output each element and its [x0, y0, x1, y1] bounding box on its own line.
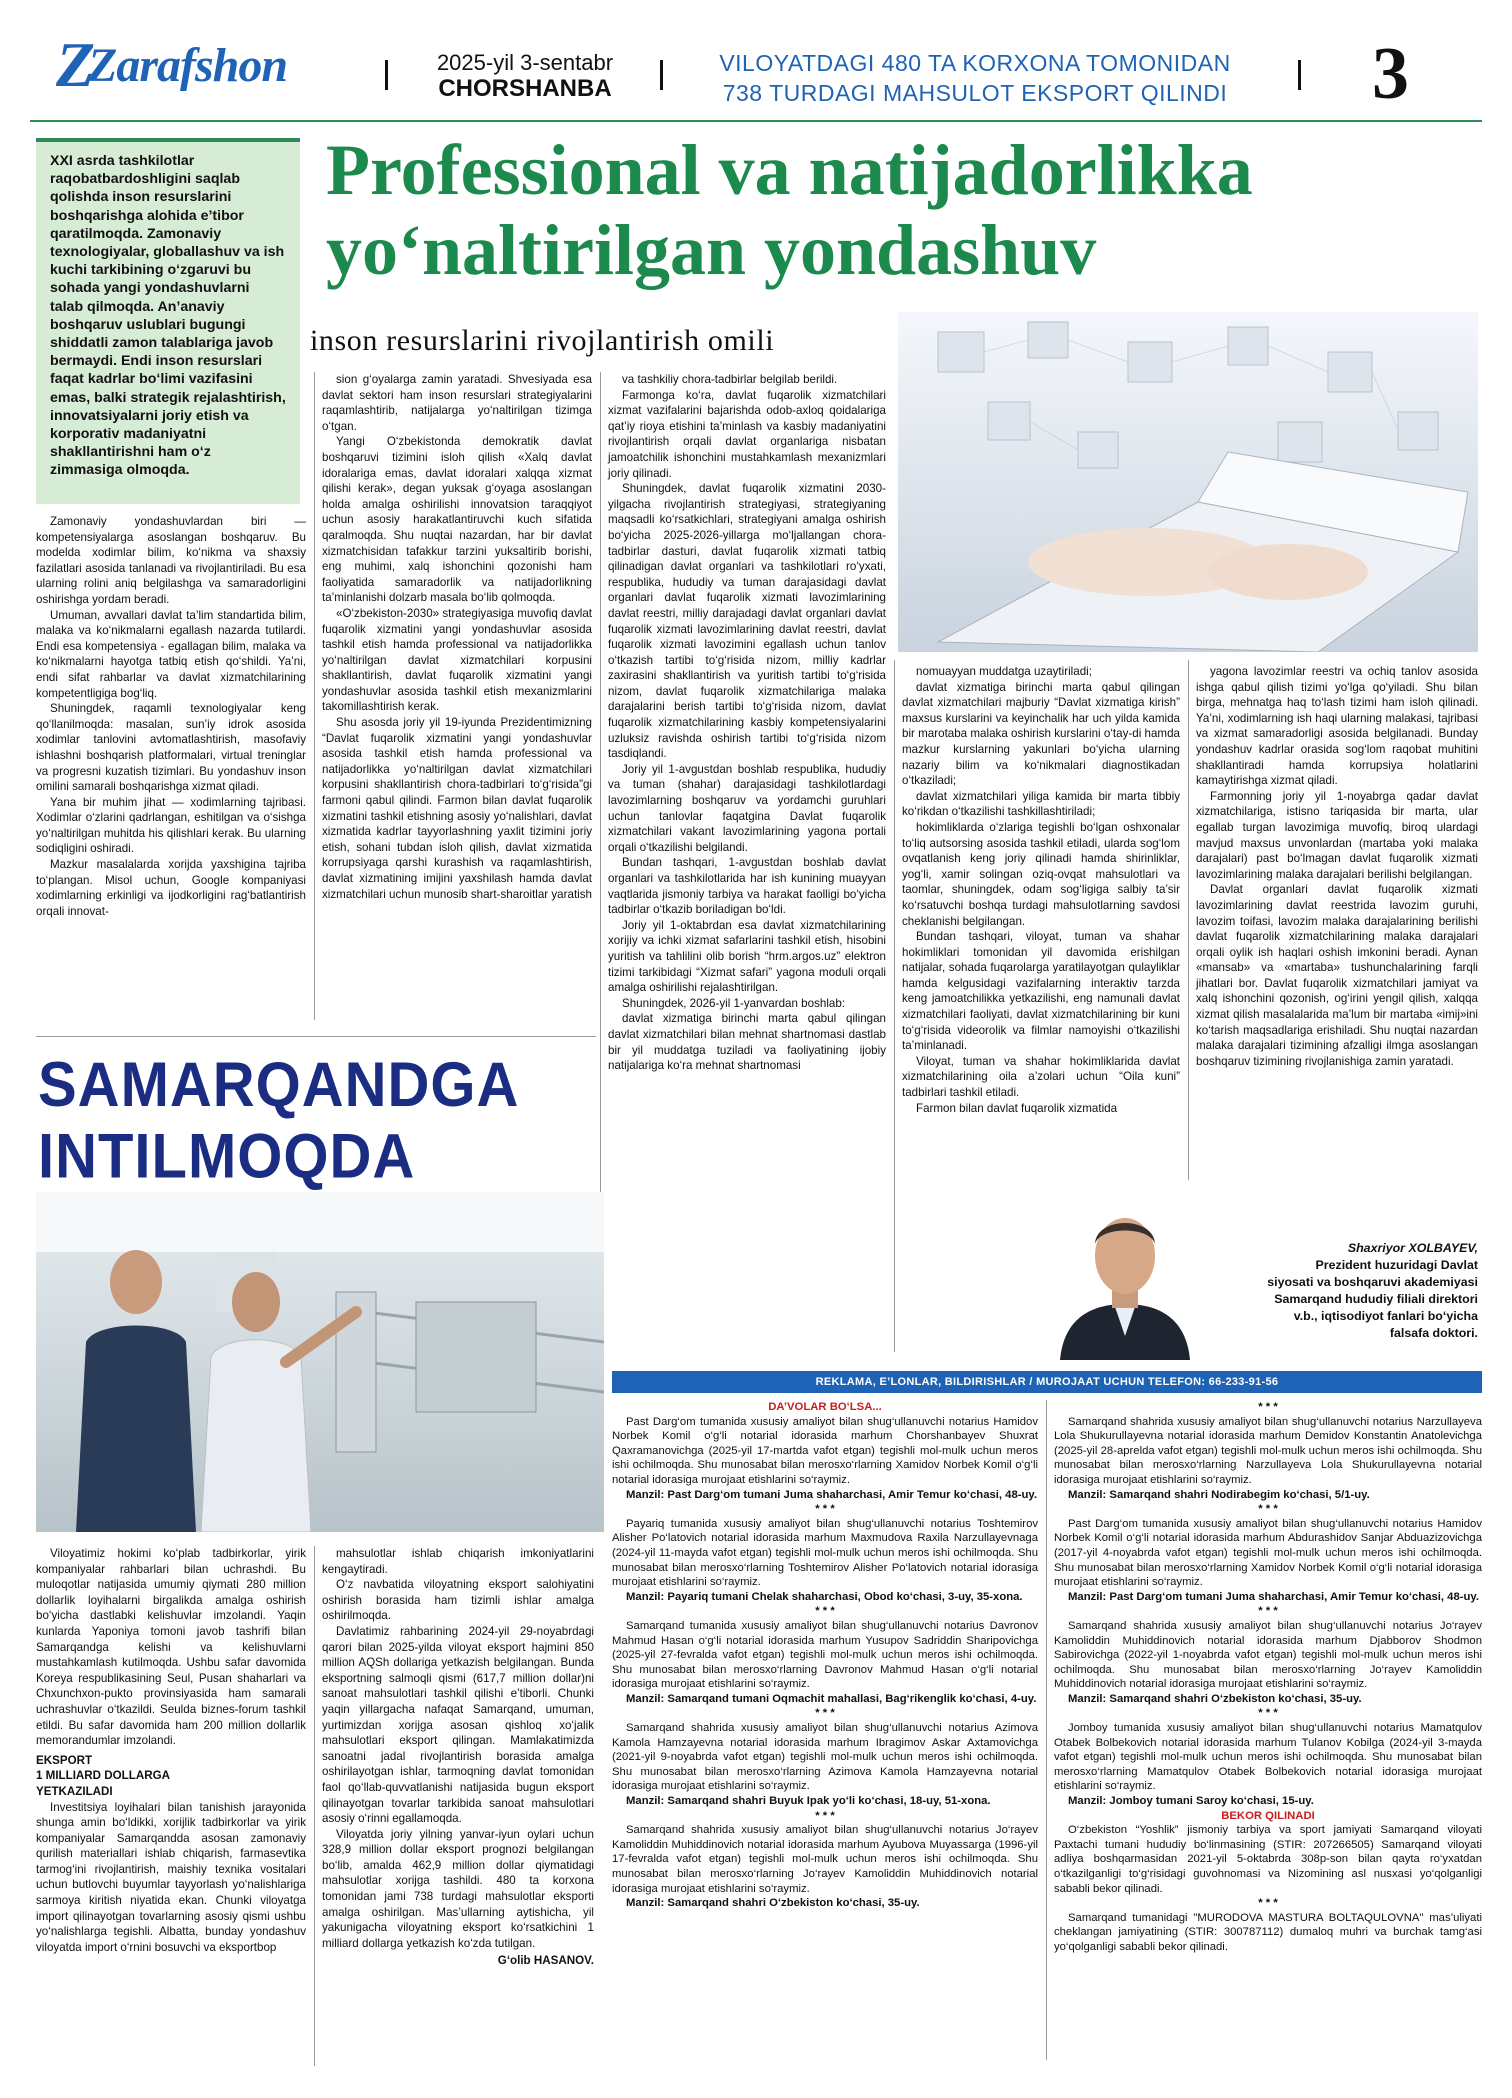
page-number: 3 — [1372, 33, 1409, 115]
notice-separator: * * * — [1258, 1503, 1278, 1516]
notice-separator: * * * — [1258, 1605, 1278, 1618]
paragraph: Joriy yil 1-oktabrdan esa davlat xizmatchilarining xorijiy va ichki xizmat safarlarini tashkil etish, hisobini yuritish va tahlilini olib borish “hrm.argos.uz” elektron tizimi tarkibidagi “Xizmat safari” yagona moduli orqali amalga oshirilishi rejalashtirilgan. — [608, 918, 886, 995]
notice-separator: * * * — [815, 1707, 835, 1720]
notice-text: Jomboy tumanida xususiy amaliyot bilan shug‘ullanuvchi notarius Mamatqulov Otabek Bolbekovich notarial idorasida marhum Tulanov Kobilga (2024-yil 3-mayda vafot etgan) tegishli mol-mulk uchun meros ishi ochilmoqda. Shu munosabat bilan merosxo‘rlarning Mamatqulov Otabek Bolbekovich notarial idorasiga murojaat etishlarini so‘raymiz. — [1054, 1722, 1482, 1793]
article-lead-box: XXI asrda tashkilotlar raqobatbardoshligini saqlab qolishda inson resurslarini boshqarishga alohida e’tibor qaratilmoqda. Zamonaviy texnologiyalar, globallashuv va ish kuchi tarkibining o‘zgaruvi bu sohada yangi yondashuvlarni talab qilmoqda. An’anaviy boshqaruv uslublari bugungi shiddatli zamon talablariga javob bermaydi. Endi inson resurslari faqat kadrlar bo‘limi vazifasini emas, balki strategik rejalashtirish, innovatsiyalarni joriy etish va korporativ madaniyatni shakllantirishni ham o‘z zimmasiga olmoqda. — [36, 138, 300, 504]
notice-address: Manzil: Past Darg‘om tumani Juma shaharchasi, Amir Temur ko‘chasi, 48-uy. — [626, 1488, 1037, 1501]
notice-text: Past Darg‘om tumanida xususiy amaliyot bilan shug‘ullanuvchi notarius Hamidov Norbek Komil o‘g‘li notarial idorasida marhum Abdurashidov Sanjar Abduazizovichga (2017-yil 4-noyabrda vafot etgan) tegishli mol-mulk uchun meros ishi ochilmoqda. Shu munosabat bilan merosxo‘rlarning Xamidov Norbek Komil o‘g‘li notarial idorasiga murojaat etishlarini so‘raymiz. — [1054, 1517, 1482, 1589]
ads-heading: BEKOR QILINADI — [1221, 1809, 1315, 1822]
paragraph: va tashkiliy chora-tadbirlar belgilab berildi. — [622, 373, 838, 386]
paragraph: Yana bir muhim jihat — xodimlarning tajribasi. Xodimlar o‘zlarini qadrlangan, eshitilgan va o‘sishga yo‘naltirilgan muhitda his qilishlari kerak. Bu ularning sodiqligini oshiradi. — [36, 795, 306, 856]
paragraph: Davlat organlari davlat fuqarolik xizmati lavozimlarining davlat reestrida lavozim guruhi, lavozim toifasi, lavozim malaka darajalarining berilishi davlat fuqarolik xizmatchilarining malaka darajalari orqali oylik ish haqlari oshish imkonini beradi. Aynan «mansab» va «martaba» tushunchalarining farqli jihatlari bor. Davlat fuqarolik xizmatchilari jamiyat va xalq ishonchini qozonish, og‘irini yengil qilish, xalqqa xizmat qilish masalalarida ma’lum bir martaba «imij»ini ko‘tarish maqsadlariga erishiladi. Shu nuqtai nazardan malaka darajalari tizimining afzalligi ilmga asoslangan boshqaruv tizimining rivojlanishiga zamin yaratadi. — [1196, 883, 1478, 1068]
subheading-line2: 1 MILLIARD DOLLARGA — [36, 1769, 170, 1783]
paragraph: O‘z navbatida viloyatning eksport salohiyatini oshirish borasida ham tizimli ishlar amalga oshirilmoqda. — [322, 1578, 594, 1623]
column-rule — [1188, 660, 1189, 1180]
article2-author: G‘olib HASANOV. — [497, 1954, 594, 1968]
notice-text: Samarqand shahrida xususiy amaliyot bilan shug‘ullanuvchi notarius Jo‘rayev Kamoliddin Muhiddinovich notarial idorasida marhum Djabborov Shodmon Sabirovichga (2022-yil 1-noyabrda vafot etgan) tegishli mol-mulk uchun meros ishi ochilmoqda. Shu munosabat bilan merosxo‘rlarning Jo‘rayev Kamoliddin Muhiddinovich notarial idorasiga murojaat etishlarini so‘raymiz. — [1054, 1619, 1482, 1691]
ads-header-bar: REKLAMA, E’LONLAR, BILDIRISHLAR / MUROJAAT UCHUN TELEFON: 66-233-91-56 — [612, 1371, 1482, 1393]
article-column-3 — [608, 372, 886, 1074]
paragraph: davlat xizmatiga birinchi marta qabul qilingan davlat xizmatchilari majburiy “Davlat xizmatiga kirish” maxsus kurslarini va keyinchalik har uch yilda kamida bir marotaba malaka oshirish kurslarini o‘tay-di hamda mazkur kurslarning yakunlari bo‘yicha ularning nazariy bilim va ko‘nikmalari diagnostikadan o‘tkaziladi; — [902, 680, 1180, 788]
article2-title-line1: SAMARQANDGA — [38, 1050, 520, 1121]
newspaper-logo — [50, 29, 320, 132]
notice-text: O‘zbekiston “Yoshlik” jismoniy tarbiya va sport jamiyati Samarqand viloyati Paxtachi tumani hududiy bo‘linmasining (STIR: 207266505) Samarqand viloyati adliya boshqarmasidan 2021-yil 5-oktabrda 308p-son bilan qayta ro‘yxatdan o‘tkazilganligi to‘g‘risidagi guvohnomasi va Nizomining asl nusxasi yo‘qolganligi sababli bekor qilinadi. — [1054, 1824, 1482, 1895]
paragraph: Shuningdek, davlat fuqarolik xizmatini 2030-yilgacha rivojlantirish strategiyasi, strategiyaning maqsadli ko‘rsatkichlari, strategiyani amalga oshirish bo‘yicha 2025-2026-yillarga mo‘ljallangan chora-tadbirlar dasturi, davlat fuqarolik xizmati tatbiq qilinadigan davlat organlari va tashkilotlari ro‘yxati, respublika, hududiy va tuman darajasidagi davlat organlari davlat fuqarolik xizmati lavozimlarining davlat reestri, milliy darajadagi davlat organlari davlat fuqarolik xizmati lavozimlarining davlat reestri, davlat fuqarolik xizmati lavozimini egallash uchun tanlov o‘tkazish tartibi to‘g‘risida nizom, milliy kadrlar zaxirasini shakllantirish va yuritish tartibi to‘g‘risida nizom, davlat fuqarolik xizmatchilariga malaka darajalarini berish tartibi to‘g‘risida nizom, davlat fuqarolik xizmatchilarining kasbiy kompetensiyalarini uzluksiz ravishda oshirish tartibi to‘g‘risida nizom tasdiqlandi. — [608, 482, 886, 761]
notice-address: Manzil: Jomboy tumani Saroy ko‘chasi, 15-uy. — [1068, 1795, 1314, 1808]
author-title-line: Prezident huzuridagi Davlat — [1315, 1258, 1478, 1272]
article-column-4 — [902, 664, 1180, 1116]
paragraph: yagona lavozimlar reestri va ochiq tanlov asosida ishga qabul qilish tizimi yo‘lga qo‘yiladi. Shu bilan birga, mehnatga haq to‘lash tizimi ham isloh qilinadi. Ya’ni, xodimlarning ish haqi ularning malakasi, tajribasi va xizmat samaradorligi asosida belgilanadi. Bunday yondashuv kadrlar orasida sog‘lom raqobat muhitini shakllantiradi hamda korrupsiya holatlarini kamaytirishga xizmat qiladi. — [1196, 665, 1478, 788]
paragraph: sion g‘oyalarga zamin yaratadi. Shvesiyada esa davlat sektori ham inson resurslari strategiyalarini raqamlashtirib, natijalarga yo‘naltirilgan tizimga o‘tgan. — [322, 373, 592, 433]
article2-title — [38, 1050, 519, 1193]
paragraph: davlat xizmatiga birinchi marta qabul qilingan davlat xizmatchilari bilan mehnat shartnomasi dastlab bir yil muddatga tuziladi va faoliyatining ijobiy natijalariga ko‘ra mehnat shartnomasi — [608, 1012, 886, 1073]
notice-address: Manzil: Samarqand shahri O‘zbekiston ko‘chasi, 35-uy. — [626, 1897, 920, 1910]
header-divider — [385, 60, 388, 90]
article2-subheading — [36, 1753, 306, 1800]
article-title-line1: Professional va natijadorlikka — [326, 130, 1253, 210]
notice-text: Past Darg‘om tumanida xususiy amaliyot bilan shug‘ullanuvchi notarius Hamidov Norbek Komil o‘g‘li notarial idorasida marhum Chorshanbayev Shuxrat Qaxramanovichga (2025-yil 17-martda vafot etgan) tegishli mol-mulk uchun meros ishi ochilmoqda. Shu munosabat bilan merosxo‘rlarning Xamidov Norbek Komil o‘g‘li notarial idorasiga murojaat etishlarini so‘raymiz. — [612, 1415, 1038, 1486]
paragraph: Farmonga ko‘ra, davlat fuqarolik xizmatchilari xizmat vazifalarini bajarishda odob-axloq qoidalariga qat’iy rioya etishini ta’minlash va kasbiy madaniyatini rivojlantirish orqali davlat organlariga nisbatan jamoatchilik ishonchini mustahkamlash mexanizmlari joriy qilinadi. — [608, 388, 886, 480]
notice-separator: * * * — [1258, 1401, 1278, 1413]
article-title — [326, 130, 1496, 290]
article-column-2 — [322, 372, 592, 902]
article2-column-2 — [322, 1546, 594, 1969]
notice-address: Manzil: Samarqand tumani Oqmachit mahallasi, Bag‘rikenglik ko‘chasi, 4-uy. — [626, 1692, 1037, 1705]
issue-day: CHORSHANBA — [438, 75, 612, 102]
header-rule — [30, 120, 1482, 122]
paragraph: Viloyat, tuman va shahar hokimliklarida davlat xizmatchilarining oila a’zolari uchun “Oila kuni” tadbirlari tashkil etiladi. — [902, 1054, 1180, 1100]
section-rule — [36, 1036, 596, 1037]
paragraph: Mazkur masalalarda xorijda yaxshigina tajriba to‘plangan. Misol uchun, Google kompaniyasi xodimlarning erkinligi va ijodkorligini rag‘batlantirish orqali innovat- — [36, 858, 306, 918]
notice-text: Samarqand shahrida xususiy amaliyot bilan shug‘ullanuvchi notarius Narzullayeva Lola Shukurullayevna notarial idorasida marhum Demidov Konstantin Anatolevichga (2025-yil 28-aprelda vafot etgan) tegishli mol-mulk uchun meros ishi ochilmoqda. Shu munosabat bilan merosxo‘rlarning Narzullayeva Lola Shukurullayevna notarial idorasiga murojaat etishlarini so‘raymiz. — [1054, 1415, 1482, 1486]
author-title-line: falsafa doktori. — [1389, 1326, 1478, 1340]
paragraph: Yangi O‘zbekistonda demokratik davlat boshqaruvi tizimini isloh qilish «Xalq davlat idoralariga emas, davlat idoralari xalqqa xizmat qilishi kerak», degan yuksak g‘oyaga asoslangan holda amalga oshirilishi innovatsion taraqqiyot uchun asosiy harakatlantiruvchi kuch sifatida qaralmoqda. Shu nuqtai nazardan, har bir davlat xizmatchisidan tafakkur tarzini yuksaltirib borishi, eng muhimi, xalq ishonchini qozonishi ham faoliyatida samaradorlik va natijadorlikning ta’minlanishi dolzarb masala bo‘lib qolmoqda. — [322, 435, 592, 605]
logo-text: Zarafshon — [88, 39, 288, 92]
paragraph: Farmonning joriy yil 1-noyabrga qadar davlat xizmatchilariga, istisno tariqasida bir marta, ular egallab turgan lavozimiga muvofiq, biroq ulardagi mavjud maxsus unvonlardan (martaba yoki malaka darajalari) past bo‘lmagan davlat fuqarolik xizmati lavozimlarining malaka darajalari berilishi belgilangan. — [1196, 789, 1478, 881]
author-title-line: v.b., iqtisodiyot fanlari bo‘yicha — [1293, 1309, 1478, 1323]
logo-z-mark: Z — [56, 29, 96, 100]
paragraph: Joriy yil 1-avgustdan boshlab respublika, hududiy va tuman (shahar) darajasidagi tashkilotlardagi lavozimlarning boshqaruv va yordamchi guruhlari uchun tanlovlar faqatgina Davlat fuqarolik xizmatchilari vakant lavozimlarining yagona portali orqali o‘tkazilishi belgilandi. — [608, 762, 886, 854]
notice-address: Manzil: Samarqand shahri O‘zbekiston ko‘chasi, 35-uy. — [1068, 1692, 1362, 1705]
notice-separator: * * * — [1258, 1897, 1278, 1910]
article2-column-1 — [36, 1546, 306, 1955]
author-name: Shaxriyor XOLBAYEV, — [1347, 1241, 1478, 1255]
issue-date: 2025-yil 3-sentabr — [436, 50, 614, 75]
paragraph: Viloyatimiz hokimi ko‘plab tadbirkorlar, yirik kompaniyalar rahbarlari bilan uchrashdi. Bu muloqotlar natijasida umumiy qiymati 280 million dollarlik loyihalarni birgalikda amalga oshirish bo‘yicha dastlabki kelishuvlar imzolandi. Yaqin kunlarda Yaponiya tomoni javob tashrifi bilan Samarqandga kelishi va kelishuvlarni mustahkamlash kutilmoqda. Ushbu safar davomida Koreya respublikasining Seul, Pusan shaharlari va Chxunchxon-pukto provinsiyasida ham samarali uchrashuvlar o‘tkazildi. Seulda biznes-forum tashkil etildi. Bu safar davomida ham 200 million dollarlik memorandumlar imzolandi. — [36, 1547, 306, 1748]
article-title-line2: yo‘naltirilgan yondashuv — [326, 210, 1097, 290]
notice-text: Samarqand tumanida xususiy amaliyot bilan shug‘ullanuvchi notarius Davronov Mahmud Hasan o‘g‘li notarial idorasida marhum Yusupov Sadriddin Sharipovichga (2025-yil 27-fevralda vafot etgan) tegishli mol-mulk uchun meros ishi ochilmoqda. Shu munosabat bilan merosxo‘rlarning Davronov Mahmud Hasan o‘g‘li notarial idorasiga murojaat etishlarini so‘raymiz. — [612, 1619, 1038, 1691]
notice-separator: * * * — [815, 1605, 835, 1618]
notice-address: Manzil: Samarqand shahri Nodirabegim ko‘chasi, 5/1-uy. — [1068, 1488, 1370, 1501]
notice-address: Manzil: Past Darg‘om tumani Juma shaharchasi, Amir Temur ko‘chasi, 48-uy. — [1068, 1590, 1479, 1603]
header-divider — [660, 60, 663, 90]
paragraph: Viloyatda joriy yilning yanvar-iyun oylari uchun 328,9 million dollar eksport prognozi belgilangan bo‘lib, amalda 462,9 million dollar qiymatidagi mahsulotlar xorijga tashildi. 480 ta korxona tomonidan jami 738 turdagi mahsulotlar eksporti amalga oshirilgan. Mas’ullarning aytishicha, yil yakunigacha viloyatning eksport ko‘rsatkichini 1 milliard dollarga yetkazish ko‘zda tutilgan. — [322, 1827, 594, 1950]
notice-text: Payariq tumanida xususiy amaliyot bilan shug‘ullanuvchi notarius Toshtemirov Alisher Po‘latovich notarial idorasida marhum Maxmudova Raxila Narzullayevnaga (2024-yil 11-mayda vafot etgan) tegishli mol-mulk uchun meros ishi ochilmoqda. Shu munosabat bilan merosxo‘rlarning Toshtemirov Alisher Po‘latovich notarial idorasiga murojaat etishlarini so‘raymiz. — [612, 1517, 1038, 1589]
notice-separator: * * * — [1258, 1707, 1278, 1720]
paragraph: Bundan tashqari, 1-avgustdan boshlab davlat organlari va tashkilotlarida har ish kunining muayyan vaqtlarida jismoniy tarbiya va harakat faolligi bo‘yicha tadbirlar o‘tkazib boriladigan bo‘ldi. — [608, 856, 886, 917]
subheading-line1: EKSPORT — [36, 1753, 93, 1767]
column-rule — [314, 372, 315, 1020]
header-headline-line2: 738 TURDAGI MAHSULOT EKSPORT QILINDI — [722, 80, 1228, 106]
notice-address: Manzil: Payariq tumani Chelak shaharchasi, Obod ko‘chasi, 3-uy, 35-xona. — [626, 1590, 1023, 1603]
paragraph: Davlatimiz rahbarining 2024-yil 29-noyabrdagi qarori bilan 2025-yilda viloyat eksport hajmini 850 million AQSh dollariga yetkazish belgilangan. Bunda eksportning salmoqli qismi (617,7 million dollar)ni sanoat mahsulotlari tashkil qilishi e’tiborli. Chunki yaqin yillargacha nafaqat Samarqand, umuman, yurtimizdan xorijga asosan qishloq xo‘jalik mahsulotlari eksport qilingan. Mamlakatimizda sanoatni jadal rivojlantirish borasida amalga oshirilayotgan ishlar, tarmoqning davlat tomonidan faol qo‘llab-quvvatlanishi natijasida bugun eksport qilinayotgan tovarlar tarkibida sanoat mahsulotlari asosiy o‘rinni egallamoqda. — [322, 1624, 594, 1826]
article-subtitle: inson resurslarini rivojlantirish omili — [310, 324, 775, 357]
notice-separator: * * * — [815, 1809, 835, 1822]
issue-date-block — [410, 50, 640, 102]
notice-address: Manzil: Samarqand shahri Buyuk Ipak yo‘li ko‘chasi, 18-uy, 51-xona. — [626, 1795, 991, 1808]
paragraph: Shu asosda joriy yil 19-iyunda Prezidentimizning “Davlat fuqarolik xizmatini yangi yondashuvlar asosida tashkil etish hamda professional va natijadorlikka yo‘naltirilgan davlat xizmatchilari korpusini shakllantirish chora-tadbirlari to‘g‘risida”gi farmoni qabul qilindi. Farmon bilan davlat fuqarolik xizmatini tashkil etishning asosiy yo‘nalishlari, davlat xizmatida kadrlar tayyorlashning yaxlit tizimini joriy etish, sohani tubdan isloh qilish, davlat xizmatida korrupsiyaga qarshi kurashish va raqamlashtirish, davlat xizmatining imijini yaxshilash hamda davlat xizmatchilari uchun munosib shart-sharoitlar yaratish — [322, 716, 592, 901]
header-divider — [1298, 60, 1301, 90]
article-column-1 — [36, 514, 306, 919]
author-title-line: Samarqand hududiy filiali direktori — [1274, 1292, 1478, 1306]
ads-column-left — [612, 1400, 1038, 1911]
article-column-5 — [1196, 664, 1478, 1069]
paragraph: Shuningdek, 2026-yil 1-yanvardan boshlab: — [622, 996, 846, 1010]
paragraph: Zamonaviy yondashuvlardan biri — kompetensiyalarga asoslangan boshqaruv. Bu modelda xodimlar bilim, ko‘nikma va shaxsiy fazilatlari asosida tanlanadi va rivojlantiriladi. Bu esa ularning rolini aniq belgilashga va samaradorligini oshirishga yordam beradi. — [36, 515, 306, 606]
paragraph: «O‘zbekiston-2030» strategiyasiga muvofiq davlat fuqarolik xizmatini yangi yondashuvlar asosida tashkil etish hamda professional va natijadorlikka yo‘naltirilgan davlat xizmatchilari korpusini shakllantirish, davlat fuqarolik xizmatini yangi yondashuvlar asosida tashkil etish mexanizmlarini takomillashtirish kerak. — [322, 606, 592, 714]
paragraph: Bundan tashqari, viloyat, tuman va shahar hokimliklari tomonidan yil davomida erishilgan natijalar, sohada fuqarolarga yaratilayotgan qulayliklar hamda kelgusidagi vazifalarning interaktiv tarzda keng jamoatchilikka yetkazilishi, eng namunali davlat xizmatchilari faoliyati, davlat xizmatchilarining bir kuni to‘g‘risida videorolik va filmlar namoyishi o‘tkazilishi ta’minlanadi. — [902, 930, 1180, 1053]
article2-title-line2: INTILMOQDA — [38, 1121, 416, 1192]
subheading-line3: YETKAZILADI — [36, 1784, 113, 1798]
notice-text: Samarqand shahrida xususiy amaliyot bilan shug‘ullanuvchi notarius Azimova Kamola Hamzayevna notarial idorasida marhum Ibragimov Askar Axtamovichga (2021-yil 9-noyabrda vafot etgan) tegishli mol-mulk uchun meros ishi ochilmoqda. Shu munosabat bilan merosxo‘rlarning Azimova Kamola Hamzayevna notarial idorasiga murojaat etishlarini so‘raymiz. — [612, 1722, 1038, 1793]
paragraph: nomuayyan muddatga uzaytiriladi; — [916, 665, 1092, 678]
column-rule — [894, 660, 895, 1352]
author-portrait — [1054, 1186, 1196, 1360]
notice-separator: * * * — [815, 1503, 835, 1516]
paragraph: Umuman, avvallari davlat ta’lim standartida bilim, malaka va ko‘nikmalarni egallash nazarda tutilardi. Endi esa kompetensiya - egallagan bilim, malaka va ko‘nikmalarni hayotga tatbiq etish qo‘shildi. Ya’ni, endi sifat rahbarlar va davlat xizmatchilarining kompetentligiga bog‘liq. — [36, 608, 306, 700]
paragraph: Investitsiya loyihalari bilan tanishish jarayonida shunga amin bo‘ldikki, xorijlik tadbirkorlar va yirik kompaniyalar Samarqandda asosan zamonaviy qurilish materiallari ishlab chiqarish, farmasevtika tarmog‘ini rivojlantirish, maishiy texnika vositalari uchun butlovchi buyumlar tayyorlash yo‘nalishlariga sarmoya kiritish niyatida ekan. Chunki viloyatga import qilinayotgan tovarlarning asosiy qismi ushbu yo‘nalishlarga tegishli. Albatta, bunday yondashuv viloyatda import o‘rnini bosuvchi va eksportbop — [36, 1800, 306, 1954]
paragraph: Shuningdek, raqamli texnologiyalar keng qo‘llanilmoqda: masalan, sun’iy idrok asosida xodimlar tanlovini avtomatlashtirish, masofaviy ishlashni boshqarish platformalari, virtual treninglar va progresni kuzatish tizimlari. Bu yondashuv inson omilini samarali boshqarishga xizmat qiladi. — [36, 702, 306, 794]
column-rule — [1046, 1400, 1047, 2060]
header-headline-line1: VILOYATDAGI 480 TA KORXONA TOMONIDAN — [719, 50, 1231, 76]
paragraph: mahsulotlar ishlab chiqarish imkoniyatlarini kengaytiradi. — [322, 1547, 594, 1576]
paragraph: hokimliklarda o‘zlariga tegishli bo‘lgan oshxonalar to‘liq autsorsing asosida tashkil etiladi, ularda sog‘lom ovqatlanish keng joriy qilinadi hamda shirinliklar, yog‘li, xamir solingan oziq-ovqat mahsulotlari va taomlar, shuningdek, odam sog‘ligiga salbiy ta’sir ko‘rsatuvchi boshqa turdagi mahsulotlarning savdosi cheklanishi belgilangan. — [902, 820, 1180, 928]
notice-text: Samarqand shahrida xususiy amaliyot bilan shug‘ullanuvchi notarius Jo‘rayev Kamoliddin Muhiddinovich notarial idorasida marhum Ayubova Muyassarga (1996-yil 17-fevralda vafot etgan) tegishli mol-mulk uchun meros ishi ochilmoqda. Shu munosabat bilan merosxo‘rlarning Jo‘rayev Kamoliddin Muhiddinovich notarial idorasiga murojaat etishlarini so‘raymiz. — [612, 1824, 1038, 1895]
laptop-hands-photo — [898, 312, 1478, 652]
author-title-line: siyosati va boshqaruvi akademiyasi — [1267, 1275, 1478, 1289]
header-headline — [680, 48, 1270, 108]
notice-text: Samarqand tumanidagi "MURODOVA MASTURA BOLTAQULOVNA" mas’uliyati cheklangan jamiyatining (STIR: 300787112) dumaloq muhri va burchak tamg‘asi yo‘qolganligi sababli bekor qilinadi. — [1054, 1911, 1482, 1953]
author-signature — [1196, 1240, 1478, 1342]
column-rule — [314, 1546, 315, 2066]
factory-visit-photo — [36, 1192, 604, 1532]
paragraph: davlat xizmatchilari yiliga kamida bir marta tibbiy ko‘rikdan o‘tkazilishi tashkillashtiriladi; — [902, 789, 1180, 819]
ads-column-right — [1054, 1400, 1482, 1955]
ads-heading: DA’VOLAR BO‘LSA... — [768, 1401, 882, 1413]
paragraph: Farmon bilan davlat fuqarolik xizmatida — [916, 1101, 1118, 1115]
